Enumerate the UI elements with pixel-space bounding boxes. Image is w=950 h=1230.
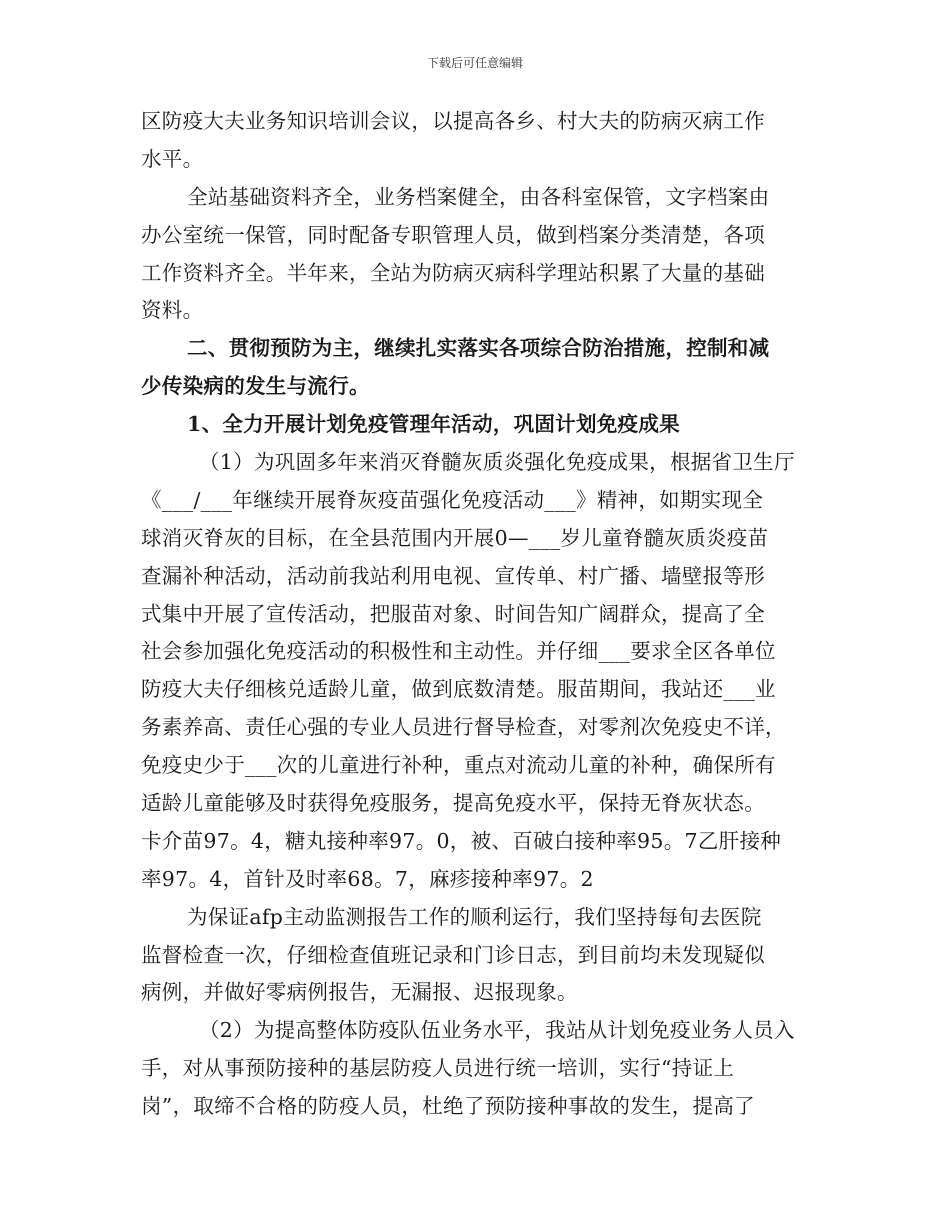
text-line: 社会参加强化免疫活动的积极性和主动性。并仔细___要求全区各单位	[141, 639, 776, 664]
document-body	[141, 103, 816, 1126]
text-line: 1、全力开展计划免疫管理年活动，巩固计划免疫成果	[187, 412, 680, 437]
text-line: 防疫大夫仔细核兑适龄儿童，做到底数清楚。服苗期间，我站还___业	[141, 677, 776, 702]
text-line: 少传染病的发生与流行。	[141, 374, 370, 399]
text-line: 《___/___年继续开展脊灰疫苗强化免疫活动___》精神，如期实现全	[141, 487, 764, 512]
text-line: 病例，并做好零病例报告，无漏报、迟报现象。	[141, 980, 578, 1005]
text-line: （1）为巩固多年来消灭脊髓灰质炎强化免疫成果，根据省卫生厅	[199, 450, 795, 475]
page-header: 下载后可任意编辑	[426, 56, 523, 70]
text-line: 球消灭脊灰的目标，在全县范围内开展0—___岁儿童脊髓灰质炎疫苗	[141, 525, 769, 550]
text-line: 二、贯彻预防为主，继续扎实落实各项综合防治措施，控制和减	[187, 336, 770, 361]
text-line: 工作资料齐全。半年来，全站为防病灭病科学理站积累了大量的基础	[141, 260, 765, 285]
text-line: 岗”，取缔不合格的防疫人员，杜绝了预防接种事故的发生，提高了	[141, 1094, 755, 1119]
text-line: 水平。	[141, 146, 204, 171]
text-line: 卡介苗97。4，糖丸接种率97。0，被、百破白接种率95。7乙肝接种	[141, 828, 782, 853]
text-line: 办公室统一保管，同时配备专职管理人员，做到档案分类清楚，各项	[141, 222, 765, 247]
text-line: 率97。4，首针及时率68。7，麻疹接种率97。2	[141, 866, 594, 891]
text-line: 区防疫大夫业务知识培训会议，以提高各乡、村大夫的防病灭病工作	[141, 109, 765, 133]
text-line: 手，对从事预防接种的基层防疫人员进行统一培训，实行“持证上	[141, 1056, 735, 1081]
text-line: 式集中开展了宣传活动，把服苗对象、时间告知广阔群众，提高了全	[141, 601, 765, 626]
text-line: 监督检查一次，仔细检查值班记录和门诊日志，到目前均未发现疑似	[141, 942, 765, 967]
text-line: 全站基础资料齐全，业务档案健全，由各科室保管，文字档案由	[187, 184, 770, 209]
text-line: 免疫史少于___次的儿童进行补种，重点对流动儿童的补种，确保所有	[141, 753, 776, 778]
text-line: 务素养高、责任心强的专业人员进行督导检查，对零剂次免疫史不详，	[141, 715, 786, 740]
text-line: 适龄儿童能够及时获得免疫服务，提高免疫水平，保持无脊灰状态。	[141, 791, 765, 816]
text-line: 资料。	[141, 298, 204, 323]
text-line: 为保证afp主动监测报告工作的顺利运行，我们坚持每旬去医院	[187, 904, 762, 929]
text-line: 查漏补种活动，活动前我站利用电视、宣传单、村广播、墙壁报等形	[141, 563, 765, 588]
text-line: （2）为提高整体防疫队伍业务水平，我站从计划免疫业务人员入	[199, 1018, 795, 1043]
